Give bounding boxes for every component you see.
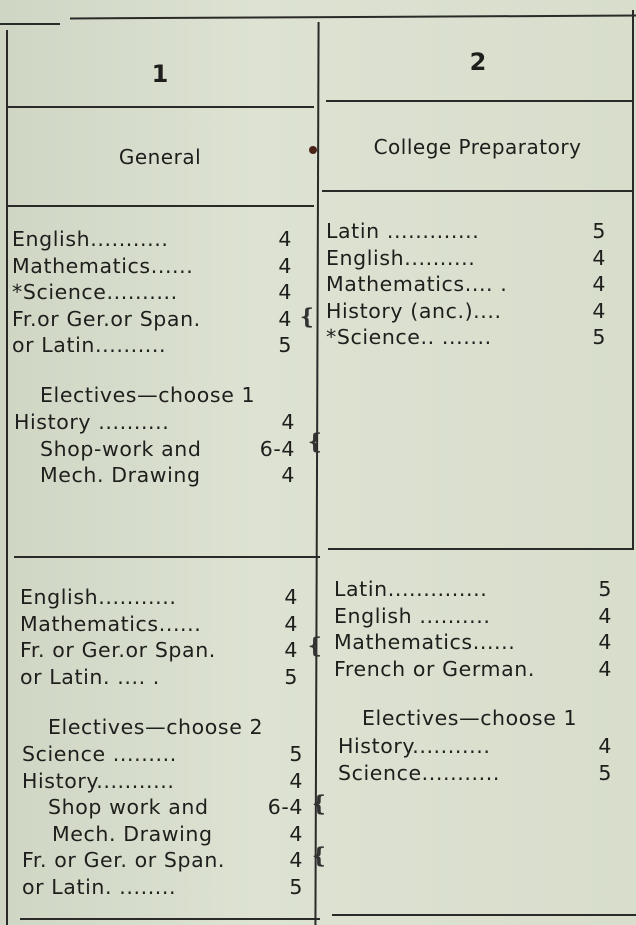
column-1-heading: General [118, 145, 202, 169]
course-row [12, 226, 292, 252]
course-row [22, 741, 303, 767]
course-name: Latin ............. [326, 219, 480, 243]
course-name: Fr. or Ger.or Span. [20, 638, 216, 662]
col2-middle-rule [328, 548, 634, 550]
course-row [48, 794, 303, 820]
course-row [12, 253, 292, 279]
course-row [22, 768, 303, 794]
course-name: Fr. or Ger. or Span. [22, 848, 226, 872]
course-credits: 5 [592, 325, 606, 349]
col2-bottom-electives-heading: Electives—choose 1 [362, 706, 578, 730]
course-name: English........... [20, 585, 177, 609]
course-credits: 6-4 [267, 795, 303, 819]
course-name: History........... [22, 768, 175, 793]
course-name: Mech. Drawing [52, 821, 213, 846]
course-credits: 4 [598, 734, 612, 758]
course-name: History (anc.).... [326, 298, 502, 323]
col1-number-rule [8, 106, 314, 108]
course-credits: 4 [289, 848, 303, 872]
course-credits: 5 [284, 664, 298, 689]
course-name: or Latin. .... . [20, 664, 160, 689]
course-row [20, 664, 298, 690]
course-credits: 4 [592, 272, 606, 296]
course-name: Mathematics...... [20, 611, 202, 636]
course-row [326, 324, 606, 350]
course-name: Science........... [338, 760, 500, 785]
brace-icon: ❴ [310, 792, 329, 817]
course-name: French or German. [334, 656, 535, 681]
left-border [6, 30, 8, 925]
course-credits: 5 [592, 219, 606, 243]
column-2-heading: College Preparatory [373, 135, 582, 159]
course-row [334, 629, 612, 655]
course-name: Mech. Drawing [40, 463, 201, 487]
course-row [52, 821, 303, 847]
course-row [20, 637, 298, 663]
course-credits: 4 [284, 638, 298, 662]
column-2-number: 2 [469, 48, 487, 76]
course-credits: 5 [289, 874, 303, 899]
top-rule-left [0, 23, 60, 25]
course-row [338, 760, 612, 786]
course-row [12, 279, 292, 305]
course-name: Shop-work and [40, 436, 202, 461]
brace-icon: ❴ [298, 305, 317, 330]
course-name: *Science.......... [12, 280, 178, 304]
course-row [12, 306, 292, 332]
course-name: History .......... [14, 410, 170, 434]
course-name: Science ......... [22, 742, 177, 766]
course-credits: 6-4 [259, 436, 295, 461]
col2-header-rule [322, 190, 632, 192]
course-credits: 4 [592, 245, 606, 270]
col2-number-rule [326, 100, 632, 102]
column-1-number: 1 [151, 60, 169, 88]
course-row [22, 874, 303, 900]
right-border [632, 10, 634, 550]
course-credits: 4 [289, 768, 303, 793]
bottom-rule-left [20, 918, 320, 920]
course-credits: 4 [284, 611, 298, 636]
course-credits: 4 [278, 253, 292, 278]
course-name: Latin.............. [334, 577, 488, 601]
course-credits: 4 [289, 821, 303, 846]
course-row [334, 656, 612, 682]
course-credits: 4 [278, 280, 292, 304]
col1-bottom-electives-heading: Electives—choose 2 [48, 715, 264, 739]
course-credits: 4 [281, 410, 295, 434]
column-divider [314, 22, 319, 925]
course-credits: 4 [598, 603, 612, 628]
course-name: Fr.or Ger.or Span. [12, 306, 201, 331]
course-credits: 4 [281, 463, 295, 487]
ink-dot [309, 146, 317, 154]
course-credits: 5 [598, 577, 612, 601]
course-name: English.......... [326, 245, 476, 270]
brace-icon: ❴ [306, 430, 325, 455]
course-name: History........... [338, 734, 491, 758]
course-credits: 4 [278, 306, 292, 331]
course-row [14, 409, 295, 435]
top-rule-right [70, 15, 636, 20]
course-name: Mathematics...... [334, 630, 516, 654]
brace-icon: ❴ [310, 844, 329, 869]
course-row [40, 436, 295, 462]
course-name: *Science.. ....... [326, 325, 492, 349]
course-name: or Latin. ........ [22, 874, 177, 899]
course-row [326, 271, 606, 297]
course-row [20, 611, 298, 637]
course-name: English........... [12, 227, 169, 251]
course-row [40, 462, 295, 488]
course-row [20, 584, 298, 610]
course-row [12, 332, 292, 358]
course-row [338, 733, 612, 759]
course-row [326, 218, 606, 244]
course-credits: 4 [278, 227, 292, 251]
col1-top-electives-heading: Electives—choose 1 [40, 383, 256, 407]
course-credits: 5 [278, 333, 292, 357]
course-credits: 4 [598, 630, 612, 654]
course-name: Mathematics...... [12, 253, 194, 278]
course-credits: 4 [592, 298, 606, 323]
course-row [22, 847, 303, 873]
course-credits: 4 [284, 585, 298, 609]
course-row [326, 245, 606, 271]
course-name: Shop work and [48, 795, 209, 819]
course-credits: 5 [289, 742, 303, 766]
bottom-rule-right [332, 914, 636, 916]
course-row [334, 576, 612, 602]
course-name: English .......... [334, 603, 491, 628]
brace-icon: ❴ [306, 634, 325, 659]
course-row [326, 298, 606, 324]
course-name: Mathematics.... . [326, 272, 508, 296]
course-row [334, 603, 612, 629]
col1-middle-rule [14, 556, 320, 558]
course-credits: 4 [598, 656, 612, 681]
course-credits: 5 [598, 760, 612, 785]
col1-header-rule [8, 205, 314, 207]
course-name: or Latin.......... [12, 333, 167, 357]
